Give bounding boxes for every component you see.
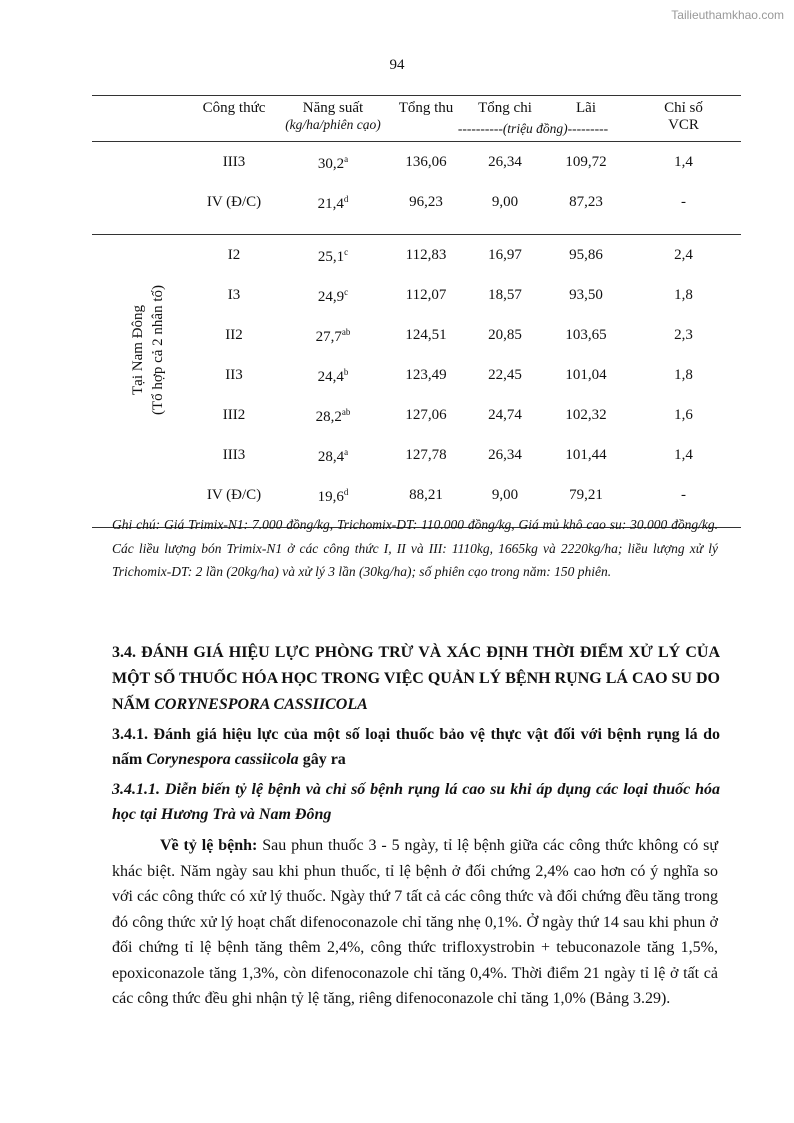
table-row xyxy=(92,142,741,195)
cell-lai xyxy=(546,327,626,367)
significance-letter: ab xyxy=(341,327,351,337)
heading-3-4-1-tail: gây ra xyxy=(298,751,346,768)
cell-tong-thu xyxy=(388,235,464,288)
cell-tong-thu-value: 136,06 xyxy=(405,154,447,170)
cell-vcr xyxy=(626,407,741,447)
section-heading-3-4-1-1: 3.4.1.1. Diễn biến tỷ lệ bệnh và chỉ số bệnh rụng lá cao su khi áp dụng các loại thuốc hóa học tại Hương Trà và Nam Đông xyxy=(112,781,720,823)
cell-tong-thu-value: 124,51 xyxy=(405,327,447,343)
cell-lai-value: 79,21 xyxy=(569,487,603,503)
cell-vcr-value: 1,6 xyxy=(674,407,693,423)
header-nang-suat-label: Năng suất xyxy=(302,100,364,116)
cell-vcr xyxy=(626,194,741,235)
cell-nang-suat-value: 25,1 xyxy=(317,249,345,265)
cell-cong-thuc xyxy=(190,447,278,487)
cell-tong-chi-value: 22,45 xyxy=(488,367,522,383)
cell-lai-value: 109,72 xyxy=(565,154,607,170)
cell-tong-thu xyxy=(388,142,464,195)
cell-lai-value: 93,50 xyxy=(569,287,603,303)
watermark: Tailieuthamkhao.com xyxy=(671,8,784,22)
significance-letter: d xyxy=(343,194,349,204)
cell-nang-suat-value: 21,4 xyxy=(317,196,344,212)
cell-tong-chi-value: 26,34 xyxy=(488,154,522,170)
cell-lai-value: 102,32 xyxy=(565,407,607,423)
cell-nang-suat-value: 19,6 xyxy=(317,489,344,505)
table-row xyxy=(92,235,741,288)
cell-cong-thuc xyxy=(190,327,278,367)
heading-3-4-1-text: 3.4.1. Đánh giá hiệu lực của một số loại thuốc bảo vệ thực vật đối với bệnh rụng lá do nấm xyxy=(112,726,720,768)
cell-nang-suat-value: 28,2 xyxy=(315,409,342,425)
heading-3-4-species: CORYNESPORA CASSIICOLA xyxy=(154,696,368,713)
cell-nang-suat-value: 28,4 xyxy=(317,449,345,465)
cell-cong-thuc xyxy=(190,142,278,195)
cell-tong-chi xyxy=(464,407,546,447)
significance-letter: c xyxy=(344,287,349,297)
cell-nang-suat xyxy=(278,235,388,288)
cell-vcr-value: 1,4 xyxy=(674,154,693,170)
cell-lai-value: 95,86 xyxy=(569,247,603,263)
economic-efficiency-table xyxy=(92,95,741,528)
cell-tong-chi xyxy=(464,327,546,367)
header-location xyxy=(92,96,190,142)
cell-cong-thuc-value: I3 xyxy=(227,287,241,303)
significance-letter: ab xyxy=(341,407,351,417)
cell-vcr xyxy=(626,287,741,327)
cell-vcr xyxy=(626,447,741,487)
cell-cong-thuc-value: IV (Đ/C) xyxy=(206,194,262,210)
table-header-row xyxy=(92,96,741,142)
cell-tong-thu-value: 127,78 xyxy=(405,447,447,463)
cell-lai-value: 101,04 xyxy=(565,367,607,383)
cell-cong-thuc-value: I2 xyxy=(227,247,241,263)
cell-vcr xyxy=(626,367,741,407)
paragraph-lead: Về tỷ lệ bệnh: xyxy=(160,837,258,854)
cell-lai-value: 87,23 xyxy=(569,194,603,210)
cell-tong-chi-value: 24,74 xyxy=(488,407,522,423)
location-cell xyxy=(92,235,190,528)
cell-cong-thuc-value: III3 xyxy=(222,447,246,463)
cell-tong-chi-value: 18,57 xyxy=(488,287,522,303)
location-name: Tại Nam Đông xyxy=(130,305,146,395)
header-nang-suat-unit: (kg/ha/phiên cạo) xyxy=(285,117,381,132)
cell-tong-thu xyxy=(388,447,464,487)
cell-tong-thu-value: 96,23 xyxy=(409,194,443,210)
cell-tong-chi xyxy=(464,367,546,407)
cell-nang-suat xyxy=(278,142,388,195)
cell-lai xyxy=(546,407,626,447)
cell-lai-value: 103,65 xyxy=(565,327,607,343)
cell-cong-thuc-value: II2 xyxy=(225,327,243,343)
cell-tong-thu-value: 127,06 xyxy=(405,407,447,423)
cell-cong-thuc-value: IV (Đ/C) xyxy=(206,487,262,503)
header-tong-thu: Tổng thu xyxy=(398,100,454,116)
paragraph-body: Sau phun thuốc 3 - 5 ngày, tỉ lệ bệnh giữa các công thức không có sự khác biệt. Năm ngày sau khi phun thuốc, tỉ lệ bệnh ở đối chứng 2,4% cao hơn có ý nghĩa so với các công thức có xử lý thuốc. Ngày thứ 7 tất cả các công thức và đối chứng đều tăng trong đó công thức xử lý hoạt chất difenoconazole chỉ tăng nhẹ 0,1%. Ở ngày thứ 14 sau khi phun ở đối chứng tỉ lệ bệnh tăng thêm 2,4%, công thức trifloxystrobin + tebuconazole tăng 1,5%, epoxiconazole tăng 1,3%, còn difenoconazole chỉ tăng 0,4%. Thời điểm 21 ngày tỉ lệ ở tất cả các công thức đều ghi nhận tỷ lệ tăng, riêng difenoconazole chỉ tăng 1,0% (Bảng 3.29). xyxy=(112,837,718,1007)
cell-nang-suat xyxy=(278,194,388,235)
header-vcr: VCR xyxy=(668,117,699,133)
cell-tong-thu xyxy=(388,194,464,235)
location-label xyxy=(128,285,168,415)
cell-cong-thuc xyxy=(190,194,278,235)
header-tong-chi: Tổng chi xyxy=(478,100,532,116)
cell-tong-chi-value: 9,00 xyxy=(491,487,519,503)
cell-tong-thu-value: 112,07 xyxy=(405,287,447,303)
cell-lai xyxy=(546,194,626,235)
cell-tong-thu xyxy=(388,407,464,447)
cell-tong-chi-value: 16,97 xyxy=(488,247,522,263)
cell-lai xyxy=(546,235,626,288)
header-lai: Lãi xyxy=(576,100,596,116)
cell-cong-thuc xyxy=(190,287,278,327)
cell-vcr xyxy=(626,142,741,195)
cell-cong-thuc-value: III3 xyxy=(222,154,246,170)
cell-nang-suat xyxy=(278,367,388,407)
cell-tong-thu-value: 123,49 xyxy=(405,367,447,383)
significance-letter: a xyxy=(344,447,349,457)
cell-cong-thuc-value: II3 xyxy=(225,367,243,383)
cell-lai-value: 101,44 xyxy=(565,447,607,463)
cell-tong-chi-value: 9,00 xyxy=(491,194,519,210)
cell-cong-thuc-value: III2 xyxy=(222,407,246,423)
cell-vcr-value: 1,8 xyxy=(674,367,693,383)
cell-cong-thuc xyxy=(190,407,278,447)
cell-nang-suat-value: 30,2 xyxy=(317,156,345,172)
location-subtitle: (Tổ hợp cả 2 nhân tố) xyxy=(150,285,166,415)
header-nang-suat xyxy=(278,96,388,142)
cell-vcr-value: 2,4 xyxy=(674,247,693,263)
cell-vcr-value: 1,4 xyxy=(674,447,693,463)
page-number: 94 xyxy=(389,57,405,73)
header-cong-thuc: Công thức xyxy=(202,100,266,116)
cell-tong-chi xyxy=(464,287,546,327)
cell-vcr-value: - xyxy=(681,194,686,210)
cell-nang-suat xyxy=(278,447,388,487)
cell-cong-thuc xyxy=(190,367,278,407)
header-chi-so-vcr xyxy=(626,96,741,142)
cell-tong-chi xyxy=(464,447,546,487)
cell-lai xyxy=(546,447,626,487)
header-money-unit: ----------(triệu đồng)--------- xyxy=(457,121,609,136)
cell-lai xyxy=(546,287,626,327)
heading-3-4-text: 3.4. ĐÁNH GIÁ HIỆU LỰC PHÒNG TRỪ VÀ XÁC ĐỊNH THỜI ĐIỂM XỬ LÝ CỦA MỘT SỐ THUỐC HÓA HỌC TRONG VIỆC QUẢN LÝ BỆNH RỤNG LÁ CAO SU DO NẤM xyxy=(112,644,720,713)
cell-tong-chi xyxy=(464,194,546,235)
cell-tong-chi xyxy=(464,142,546,195)
section-heading-3-4 xyxy=(112,640,720,718)
significance-letter: d xyxy=(343,487,349,497)
cell-tong-thu-value: 88,21 xyxy=(409,487,443,503)
header-chi-so: Chỉ số xyxy=(664,100,703,116)
cell-lai xyxy=(546,367,626,407)
location-cell xyxy=(92,142,190,235)
cell-tong-chi-value: 20,85 xyxy=(488,327,522,343)
cell-nang-suat-value: 27,7 xyxy=(315,329,342,345)
cell-vcr xyxy=(626,235,741,288)
cell-lai xyxy=(546,142,626,195)
cell-nang-suat-value: 24,9 xyxy=(317,289,345,305)
significance-letter: c xyxy=(344,247,349,257)
cell-tong-chi xyxy=(464,235,546,288)
cell-tong-chi-value: 26,34 xyxy=(488,447,522,463)
cell-vcr-value: - xyxy=(681,487,686,503)
cell-tong-thu xyxy=(388,367,464,407)
section-heading-3-4-1 xyxy=(112,722,720,772)
body-paragraph xyxy=(112,833,718,1012)
cell-nang-suat xyxy=(278,407,388,447)
cell-tong-thu xyxy=(388,327,464,367)
significance-letter: a xyxy=(344,154,349,164)
cell-vcr-value: 2,3 xyxy=(674,327,693,343)
cell-vcr-value: 1,8 xyxy=(674,287,693,303)
cell-nang-suat xyxy=(278,287,388,327)
cell-tong-thu xyxy=(388,287,464,327)
table-note: Ghi chú: Giá Trimix-N1: 7.000 đồng/kg, Trichomix-DT: 110.000 đồng/kg, Giá mủ khô cao su: 30.000 đồng/kg. Các liều lượng bón Trimix-N1 ở các công thức I, II và III: 1110kg, 1665kg và 2220kg/ha; liều lượng xử lý Trichomix-DT: 2 lần (20kg/ha) và xử lý 3 lần (30kg/ha); số phiên cạo trong năm: 150 phiên. xyxy=(112,517,718,579)
significance-letter: b xyxy=(343,367,349,377)
cell-nang-suat-value: 24,4 xyxy=(317,369,344,385)
cell-cong-thuc xyxy=(190,235,278,288)
cell-vcr xyxy=(626,327,741,367)
heading-3-4-1-species: Corynespora cassiicola xyxy=(146,751,299,768)
cell-nang-suat xyxy=(278,327,388,367)
cell-tong-thu-value: 112,83 xyxy=(405,247,447,263)
